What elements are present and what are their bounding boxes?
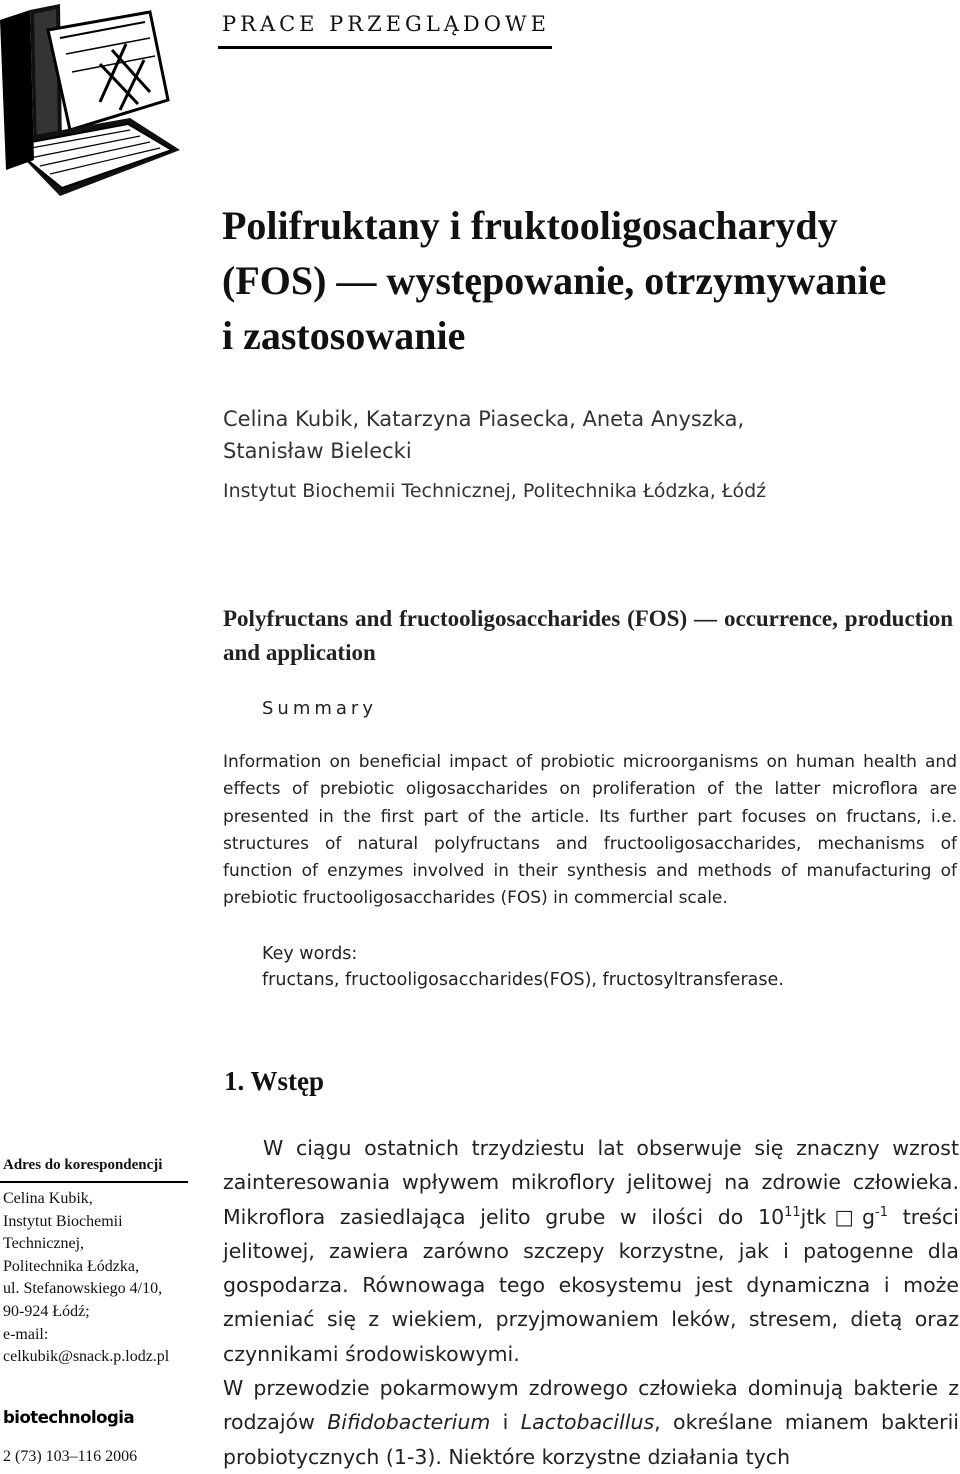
correspondence-rule [0,1181,188,1183]
intro-paragraph: W przewodzie pokarmowym zdrowego człowieka dominują bakterie z rodzajów Bifidobacterium i Lactobacillus, określane mianem bakterii probiotycznych (1-3). Niektóre korzystne działania tych [223,1376,959,1469]
intro-heading: 1. Wstęp [224,1066,325,1096]
address-line: ul. Stefanowskiego 4/10, [3,1280,163,1298]
address-line: 90-924 Łódź; [3,1302,90,1320]
keywords-text: fructans, fructooligosaccharides(FOS), fructosyltransferase. [262,970,784,990]
affiliation: Instytut Biochemii Technicznej, Politechnika Łódzka, Łódź [223,480,767,502]
correspondence-address [3,1188,193,1369]
summary-heading: Summary [262,698,377,719]
intro-text [223,1131,959,1474]
books-icon [0,0,186,206]
journal-name: biotechnologia [3,1408,135,1427]
address-line: Celina Kubik, [3,1190,93,1207]
section-header: PRACE PRZEGLĄDOWE [222,12,550,36]
address-line: Politechnika Łódzka, [3,1257,139,1275]
authors-line: Stanisław Bielecki [223,439,412,463]
address-line: Technicznej, [3,1235,85,1253]
summary-text: Information on beneficial impact of probiotic microorganisms on human health and effects of prebiotic oligosaccharides on proliferation of the latter microflora are presented in the first part of the article. Its further part focuses on fructans, i.e. structures of natural polyfructans and fructooligosaccharides, mechanisms of function of enzymes involved in their synthesis and methods of manufacturing of prebiotic fructooligosaccharides (FOS) in commercial scale. [223,752,957,909]
title-line: (FOS) — występowanie, otrzymywanie [222,258,887,303]
intro-paragraph: W ciągu ostatnich trzydziestu lat obserwuje się znaczny wzrost zainteresowania wpływem mikroflory jelitowej na zdrowie człowieka. Mikroflora zasiedlająca jelito grube w ilości do $10^{11}jtk□g^{-1}$ treści jelitowej, zawiera zarówno szczepy korzystne, jak i patogenne dla gospodarza. Równowaga tego ekosystemu jest dynamiczna i może zmieniać się z wiekiem, przyjmowaniem leków, stresem, dietą oraz czynnikami środowiskowymi. [223,1136,959,1366]
authors-line: Celina Kubik, Katarzyna Piasecka, Aneta Anyszka, [223,407,745,431]
email-link[interactable]: celkubik@snack.p.lodz.pl [3,1348,170,1366]
authors [223,403,943,467]
header-rule [218,46,552,49]
address-line: e-mail: [3,1325,49,1343]
correspondence-heading: Adres do korespondencji [3,1157,163,1173]
keywords-label: Key words: [262,944,358,964]
english-title: Polyfructans and fructooligosaccharides (FOS) — occurrence, production and application [223,606,953,665]
title-line: Polifruktany i fruktooligosacharydy [222,203,838,248]
journal-citation: 2 (73) 103–116 2006 [3,1448,138,1465]
address-line: Instytut Biochemii [3,1212,123,1230]
article-title [222,198,952,363]
title-line: i zastosowanie [222,313,466,358]
